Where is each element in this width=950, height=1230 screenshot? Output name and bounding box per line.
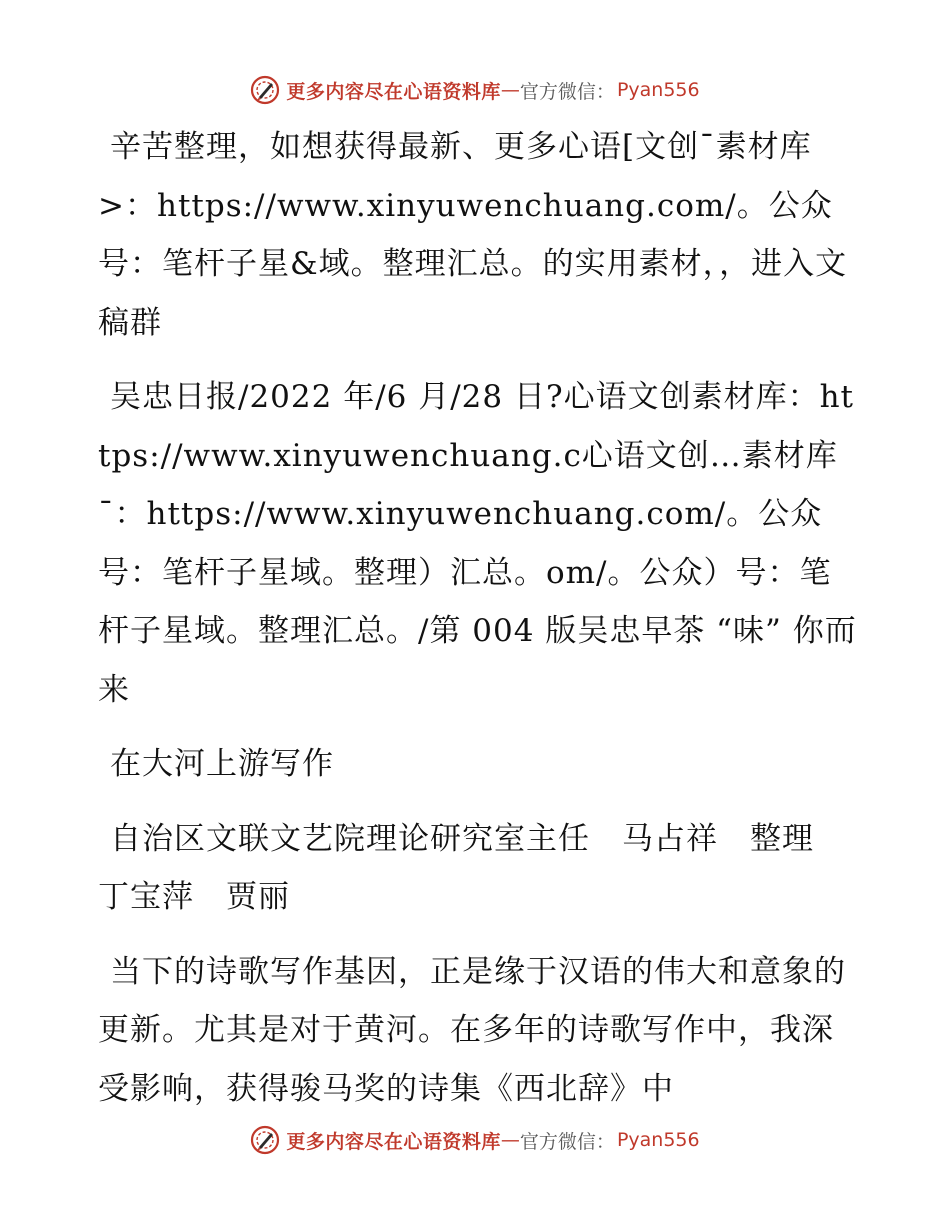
paragraph-body: 当下的诗歌写作基因，正是缘于汉语的伟大和意象的更新。尤其是对于黄河。在多年的诗歌写作中，我深受影响，获得骏马奖的诗集《西北辞》中 [98, 953, 846, 1107]
header-banner [0, 70, 950, 110]
banner-dash: — [500, 79, 520, 101]
banner-official-label: 官方微信： [519, 1130, 615, 1153]
paragraph-source: 吴忠日报/2022 年/6 月/28 日?心语文创素材库：https://www.xinyuwenchuang.c心语文创…素材库¯：https://www.xinyuwenchuang.com/。公众号：笔杆子星域。整理）汇总。om/。公众）号：笔杆子星域。整理汇总。/第 004 版吴忠早茶 “味” 你而来 [98, 379, 857, 708]
article-byline: 自治区文联文艺院理论研究室主任 马占祥 整理 丁宝萍 贾丽 [98, 820, 846, 915]
banner-official-label: 官方微信： [519, 80, 615, 103]
paragraph-intro: 辛苦整理，如想获得最新、更多心语[文创¯素材库>：https://www.xinyuwenchuang.com/。公众号：笔杆子星&域。整理汇总。的实用素材，，进入文稿群 [98, 129, 848, 341]
banner-wechat-handle: Pyan556 [616, 79, 700, 101]
article-title: 在大河上游写作 [110, 746, 334, 782]
footer-banner [0, 1120, 950, 1160]
banner-wechat-handle: Pyan556 [616, 1129, 700, 1151]
logo-icon [250, 75, 280, 105]
logo-icon [250, 1125, 280, 1155]
banner-dash: — [500, 1129, 520, 1151]
document-body [98, 118, 858, 1134]
banner-brand: 更多内容尽在心语资料库 [286, 1130, 501, 1153]
banner-brand: 更多内容尽在心语资料库 [286, 80, 501, 103]
